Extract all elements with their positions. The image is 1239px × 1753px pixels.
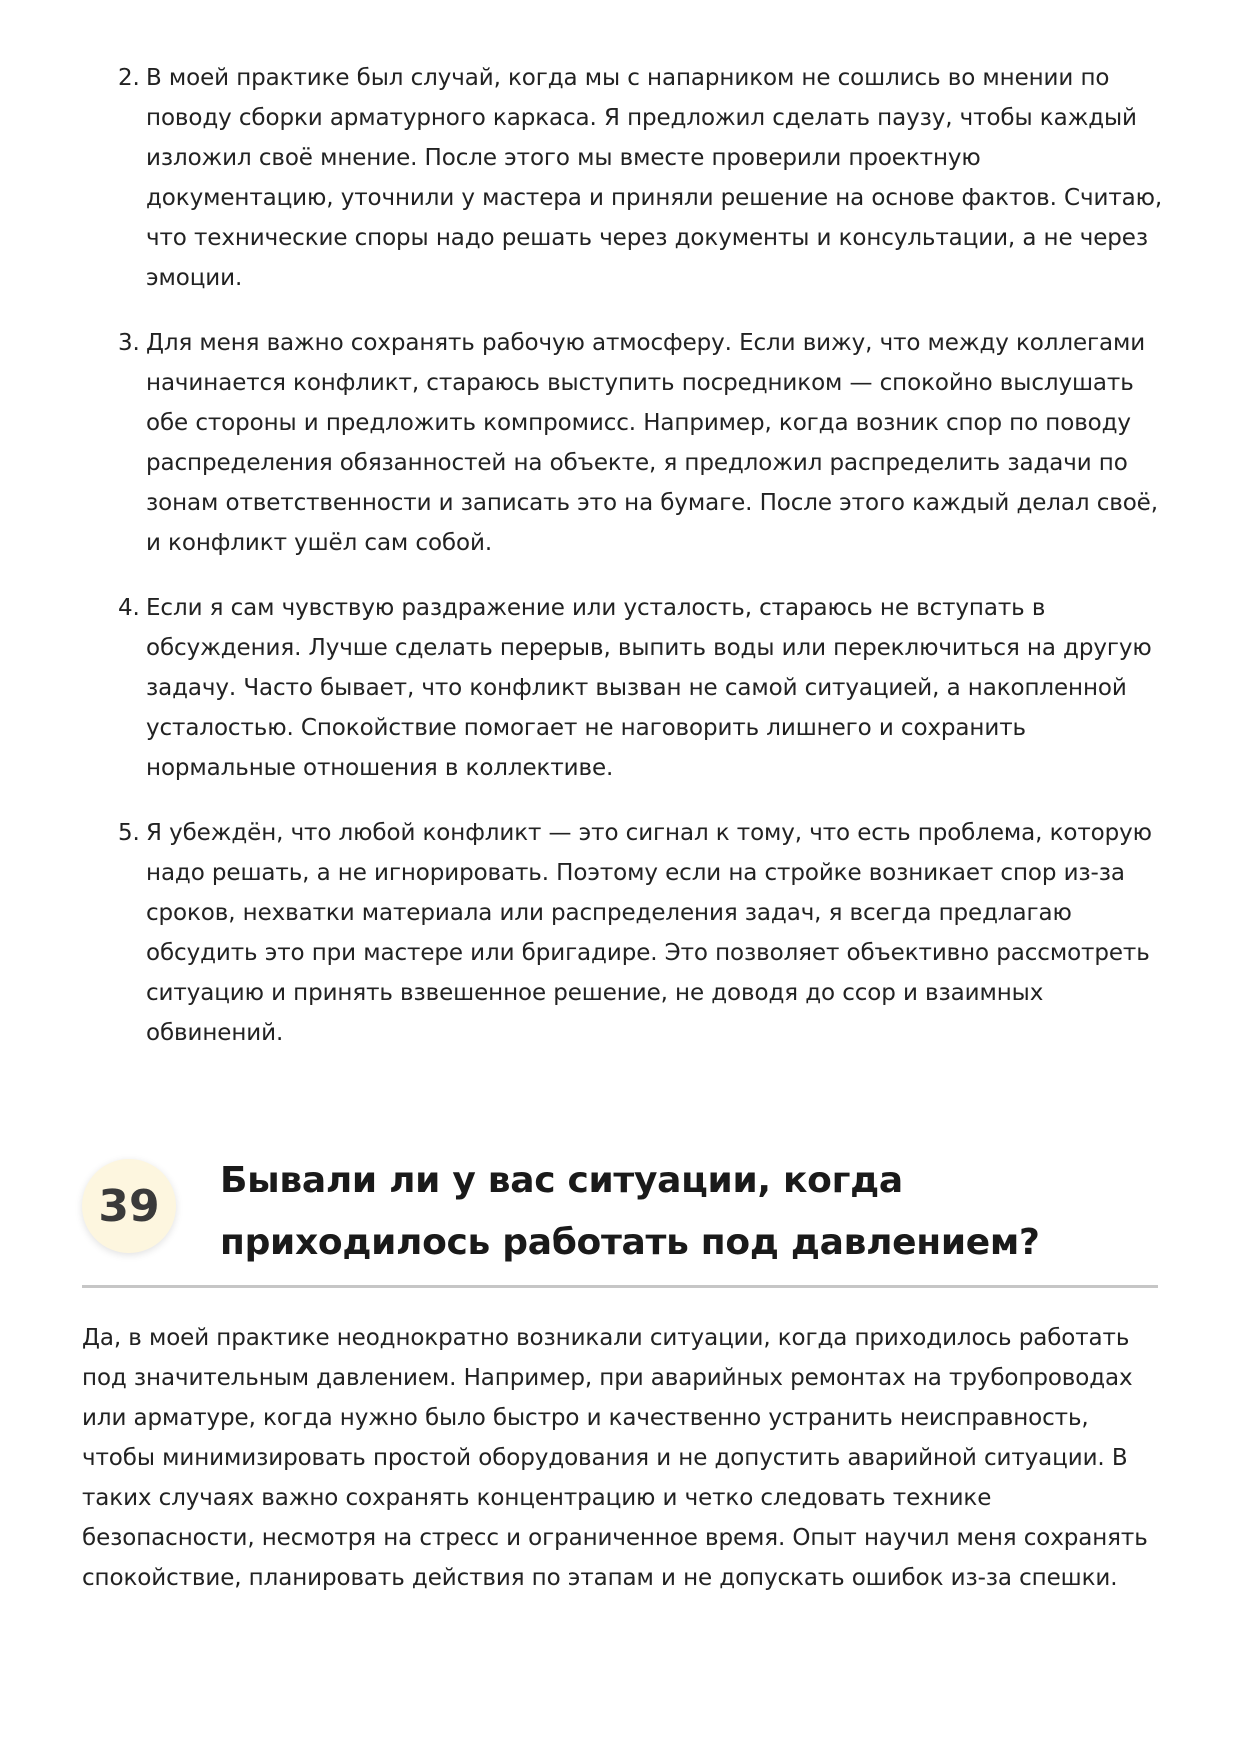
list-item-text: Если я сам чувствую раздражение или усталость, стараюсь не вступать в обсуждения. Лучше сделать перерыв, выпить воды или переключиться на другую задачу. Часто бывает, что конфликт вызван не самой ситуацией, а накопленной усталостью. Спокойствие помогает не наговорить лишнего и сохранить нормальные отношения в коллективе. — [146, 595, 1152, 781]
list-item — [118, 323, 1168, 563]
previous-answer-list — [118, 58, 1168, 1078]
list-item-text: В моей практике был случай, когда мы с напарником не сошлись во мнении по поводу сборки арматурного каркаса. Я предложил сделать паузу, чтобы каждый изложил своё мнение. После этого мы вместе проверили проектную документацию, уточнили у мастера и приняли решение на основе фактов. Считаю, что технические споры надо решать через документы и консультации, а не через эмоции. — [146, 65, 1163, 291]
list-item-text: Для меня важно сохранять рабочую атмосферу. Если вижу, что между коллегами начинается конфликт, стараюсь выступить посредником — спокойно выслушать обе стороны и предложить компромисс. Например, когда возник спор по поводу распределения обязанностей на объекте, я предложил распределить задачи по зонам ответственности и записать это на бумаге. После этого каждый делал своё, и конфликт ушёл сам собой. — [146, 330, 1158, 556]
list-item-number: 2. — [118, 65, 140, 91]
list-item — [118, 58, 1168, 298]
question-title: Бывали ли у вас ситуации, когда приходилось работать под давлением? — [220, 1160, 1040, 1263]
question-header — [82, 1150, 1158, 1288]
list-item-number: 4. — [118, 595, 140, 621]
list-item — [118, 588, 1168, 788]
question-number-badge: 39 — [82, 1159, 176, 1253]
list-item-number: 3. — [118, 330, 140, 356]
list-item-number: 5. — [118, 820, 140, 846]
list-item — [118, 813, 1168, 1053]
question-answer-text: Да, в моей практике неоднократно возникали ситуации, когда приходилось работать под значительным давлением. Например, при аварийных ремонтах на трубопроводах или арматуре, когда нужно было быстро и качественно устранить неисправность, чтобы минимизировать простой оборудования и не допустить аварийной ситуации. В таких случаях важно сохранять концентрацию и четко следовать технике безопасности, несмотря на стресс и ограниченное время. Опыт научил меня сохранять спокойствие, планировать действия по этапам и не допускать ошибок из-за спешки. — [82, 1325, 1148, 1591]
list-item-text: Я убеждён, что любой конфликт — это сигнал к тому, что есть проблема, которую надо решать, а не игнорировать. Поэтому если на стройке возникает спор из-за сроков, нехватки материала или распределения задач, я всегда предлагаю обсудить это при мастере или бригадире. Это позволяет объективно рассмотреть ситуацию и принять взвешенное решение, не доводя до ссор и взаимных обвинений. — [146, 820, 1152, 1046]
